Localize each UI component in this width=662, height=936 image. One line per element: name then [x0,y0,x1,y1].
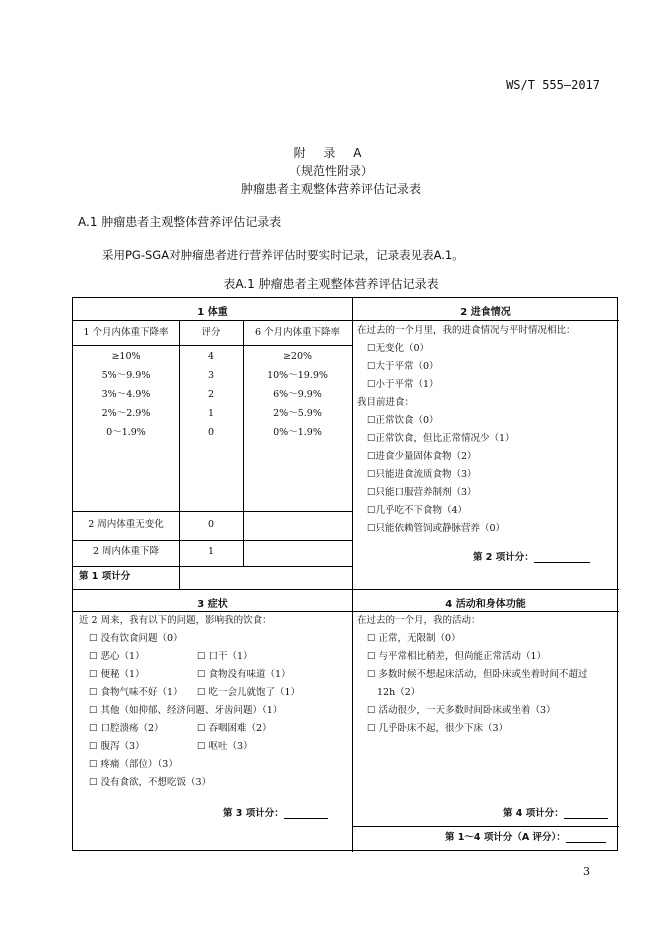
weight-6m-list [243,347,352,442]
intake-list [357,322,576,538]
symptoms-total-label: 第 3 项计分： [223,808,284,819]
symptom-option[interactable]: ☐ 食物没有味道（1） [197,669,291,680]
activity-option-cont: 12h（2） [377,687,421,698]
symptoms-total [223,805,328,819]
symptom-option[interactable]: ☐ 没有食欲，不想吃饭（3） [89,777,212,788]
table-caption: 表A.1 肿瘤患者主观整体营养评估记录表 [223,277,439,291]
activity-list [357,612,619,738]
intake-option[interactable]: ☐只能口服营养制剂（3） [367,487,477,498]
activity-option[interactable]: ☐ 与平常相比稍差，但尚能正常活动（1） [367,651,547,662]
weight-no-change-score: 0 [207,519,215,530]
activity-header: 4 活动和身体功能 [445,599,526,610]
symptoms-total-blank[interactable] [284,806,328,819]
intake-option[interactable]: ☐只能进食流质食物（3） [367,469,477,480]
symptoms-items [89,630,351,792]
activity-option[interactable]: ☐ 活动很少，一天多数时间卧床或坐着（3） [367,705,556,716]
weight-6m-item: 0%～1.9% [273,427,322,438]
symptom-row [89,738,351,756]
weight-6m-item: ≥20% [282,351,313,362]
appendix-title: 附 录 A [293,146,369,160]
weight-score-item: 1 [207,408,215,419]
symptom-row [89,666,351,684]
row-line-grand-total [352,826,619,827]
assessment-table [72,297,618,851]
intake-question: 在过去的一个月里，我的进食情况与平时情况相比： [357,325,576,336]
intake-total-blank[interactable] [534,550,590,563]
weight-header: 1 体重 [197,307,228,318]
row-line-no-change [73,540,352,541]
col-head-1m: 1 个月内体重下降率 [83,327,169,338]
weight-6m-item: 10%～19.9% [267,370,328,381]
weight-score-item: 0 [207,427,215,438]
intake-option[interactable]: ☐大于平常（0） [367,361,439,372]
weight-score-item: 3 [207,370,215,381]
weight-total-label: 第 1 项计分 [79,571,131,582]
activity-question: 在过去的一个月，我的活动： [357,615,481,626]
row-line-header [73,320,619,321]
intake-option[interactable]: ☐几乎吃不下食物（4） [367,505,468,516]
intake-now-label: 我目前进食： [357,397,415,408]
activity-total [503,805,608,819]
symptom-option[interactable]: ☐ 呕吐（3） [197,741,253,752]
symptom-option[interactable]: ☐ 腹泻（3） [89,741,145,752]
section-title: A.1 肿瘤患者主观整体营养评估记录表 [78,215,282,229]
symptom-option[interactable]: ☐ 其他（如抑郁、经济问题、牙齿问题）（1） [89,705,283,716]
activity-total-blank[interactable] [564,806,608,819]
symptom-option[interactable]: ☐ 疼痛（部位）（3） [89,759,178,770]
col-head-score: 评分 [201,327,221,338]
activity-total-label: 第 4 项计分： [503,808,564,819]
appendix-subtitle: （规范性附录） [288,164,373,178]
intake-option[interactable]: ☐只能依赖管饲或静脉营养（0） [367,523,506,534]
row-line-weight-data [73,511,352,512]
symptom-option[interactable]: ☐ 吞咽困难（2） [197,723,272,734]
col-head-6m: 6 个月内体重下降率 [254,327,341,338]
symptom-option[interactable]: ☐ 吃一会儿就饱了（1） [197,687,301,698]
grand-total-label: 第 1～4 项计分（A 评分）： [445,832,566,843]
grand-total-blank[interactable] [566,830,606,843]
intake-option[interactable]: ☐小于平常（1） [367,379,439,390]
weight-1m-list [73,347,179,442]
grand-total [445,829,606,843]
intake-option[interactable]: ☐进食少量固体食物（2） [367,451,477,462]
divider-center [352,298,353,852]
weight-score-item: 4 [207,351,215,362]
symptom-row [89,648,351,666]
weight-1m-item: 2%～2.9% [101,408,151,419]
weight-decrease-label: 2 周内体重下降 [92,546,160,557]
symptom-option[interactable]: ☐ 恶心（1） [89,651,145,662]
activity-option[interactable]: ☐ 多数时候不想起床活动，但卧床或坐着时间不超过 [367,669,588,680]
intake-total [473,549,590,563]
intro-paragraph: 采用PG-SGA对肿瘤患者进行营养评估时要实时记录，记录表见表A.1。 [102,248,464,262]
row-line-decrease [73,566,352,567]
row-line-mid [73,589,619,590]
activity-option[interactable]: ☐ 正常，无限制（0） [367,633,461,644]
weight-1m-item: 0～1.9% [106,427,146,438]
weight-6m-item: 2%～5.9% [273,408,322,419]
symptoms-question: 近 2 周来，我有以下的问题，影响我的饮食： [79,615,272,626]
weight-1m-item: 3%～4.9% [101,389,151,400]
weight-no-change-label: 2 周内体重无变化 [88,519,164,530]
weight-1m-item: ≥10% [111,351,141,362]
intake-option[interactable]: ☐正常饮食，但比正常情况少（1） [367,433,515,444]
intake-header: 2 进食情况 [460,307,511,318]
symptoms-list [79,612,351,630]
weight-6m-item: 6%～9.9% [273,389,322,400]
symptom-option[interactable]: ☐ 口干（1） [197,651,253,662]
intake-total-label: 第 2 项计分： [473,552,534,563]
symptom-option[interactable]: ☐ 口腔溃疡（2） [89,723,164,734]
page-number: 3 [583,865,590,878]
weight-score-item: 2 [207,389,215,400]
weight-1m-item: 5%～9.9% [101,370,151,381]
intake-option[interactable]: ☐正常饮食（0） [367,415,439,426]
symptom-row [89,702,351,720]
standard-code: WS/T 555—2017 [506,78,600,92]
symptom-option[interactable]: ☐ 食物气味不好（1） [89,687,183,698]
row-line-colhead [73,345,352,346]
symptom-row [89,756,351,774]
symptom-row [89,684,351,702]
symptom-row [89,774,351,792]
symptoms-header: 3 症状 [197,599,228,610]
appendix-name: 肿瘤患者主观整体营养评估记录表 [240,182,421,196]
symptom-option[interactable]: ☐ 没有饮食问题（0） [89,633,183,644]
intake-option[interactable]: ☐无变化（0） [367,343,430,354]
weight-decrease-score: 1 [207,546,215,557]
activity-option[interactable]: ☐ 几乎卧床不起，很少下床（3） [367,723,509,734]
weight-score-list [179,347,243,442]
symptom-option[interactable]: ☐ 便秘（1） [89,669,145,680]
symptom-row [89,630,351,648]
symptom-row [89,720,351,738]
